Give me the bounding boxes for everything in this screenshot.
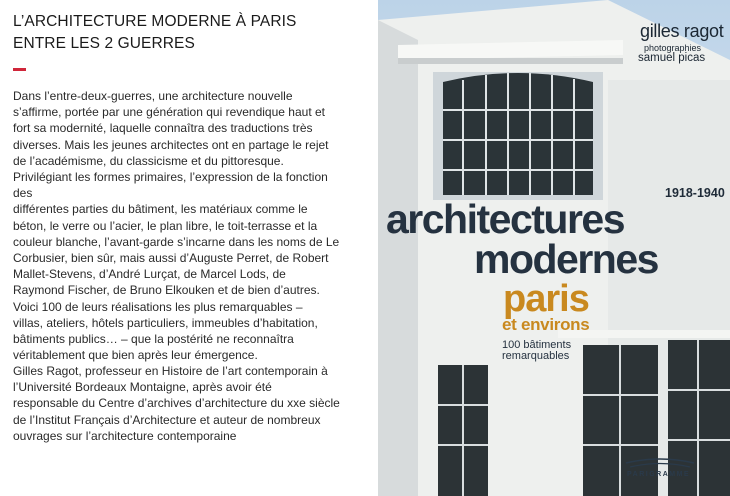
text-line: bâtiments publics… – que la postérité ne reconnaîtra [13, 332, 294, 347]
cover-subtitle [502, 340, 571, 362]
title-line-2: ENTRE LES 2 GUERRES [13, 35, 195, 52]
text-line: Voici 100 de leurs réalisations les plus remarquables – [13, 299, 303, 314]
text-line: l’Université Bordeaux Montaigne, après avoir été [13, 380, 272, 395]
text-line: villas, ateliers, hôtels particuliers, immeubles d’habitation, [13, 315, 318, 330]
cover-title-line-2: modernes [474, 236, 658, 282]
text-line: de l’Institut Français d’Architecture et auteur de nombreux [13, 412, 321, 427]
text-line: des [13, 186, 33, 201]
text-line: véritablement que bien après leur émergence. [13, 348, 258, 363]
author-bio-paragraph [13, 363, 363, 444]
cover-years: 1918-1940 [665, 186, 725, 200]
text-line: ouvrages sur l’architecture contemporaine [13, 428, 237, 443]
text-line: Mallet-Stevens, d’André Lurçat, de Marcel Lods, de [13, 267, 286, 282]
text-line: couleur blanche, l’avant-garde s’incarne dans les noms de Le [13, 234, 340, 249]
text-line: fort sa modernité, laquelle connaîtra des traductions très [13, 121, 313, 136]
text-line: diverses. Mais les jeunes architectes ont en partage le rejet [13, 137, 329, 152]
cover-subtitle-line-2: remarquables [502, 350, 570, 362]
cover-author: gilles ragot [640, 21, 724, 41]
text-line: responsable du Centre d’archives d’architecture du xxe siècle [13, 396, 340, 411]
text-line: béton, le verre ou l’acier, le plan libre, le toit-terrasse et la [13, 218, 318, 233]
text-line: Dans l’entre-deux-guerres, une architecture nouvelle [13, 89, 293, 103]
text-line: Privilégiant les formes primaires, l’expression de la fonction [13, 170, 328, 185]
cover-photographer: samuel picas [638, 52, 706, 64]
text-line: Corbusier, bien sûr, mais aussi d’Auguste Perret, de Robert [13, 251, 329, 266]
title-line-1: L’ARCHITECTURE MODERNE À PARIS [13, 13, 297, 30]
text-line: différentes parties du bâtiment, les matériaux comme le [13, 202, 308, 217]
cover-subtitle-line-1: 100 bâtiments [502, 339, 572, 351]
cover-title-line-1: architectures [386, 196, 625, 242]
text-line: s’affirme, portée par une génération qui revendique haut et [13, 105, 325, 120]
cover-title-line-4: et environs [502, 315, 590, 334]
cover-publisher: PARIGRAMME [627, 471, 691, 478]
accent-divider [13, 68, 26, 71]
cover-title-line-3: paris [503, 278, 589, 320]
text-line: Raymond Fischer, de Bruno Elkouken et de bien d’autres. [13, 283, 320, 298]
book-cover-image [378, 0, 730, 496]
page-title [13, 11, 363, 55]
cover-photographs-label: photographies [644, 43, 702, 53]
text-line: de l’académisme, du classicisme et du pittoresque. [13, 153, 284, 168]
description-paragraph [13, 88, 363, 363]
text-line: Gilles Ragot, professeur en Histoire de l’art contemporain à [13, 364, 328, 378]
